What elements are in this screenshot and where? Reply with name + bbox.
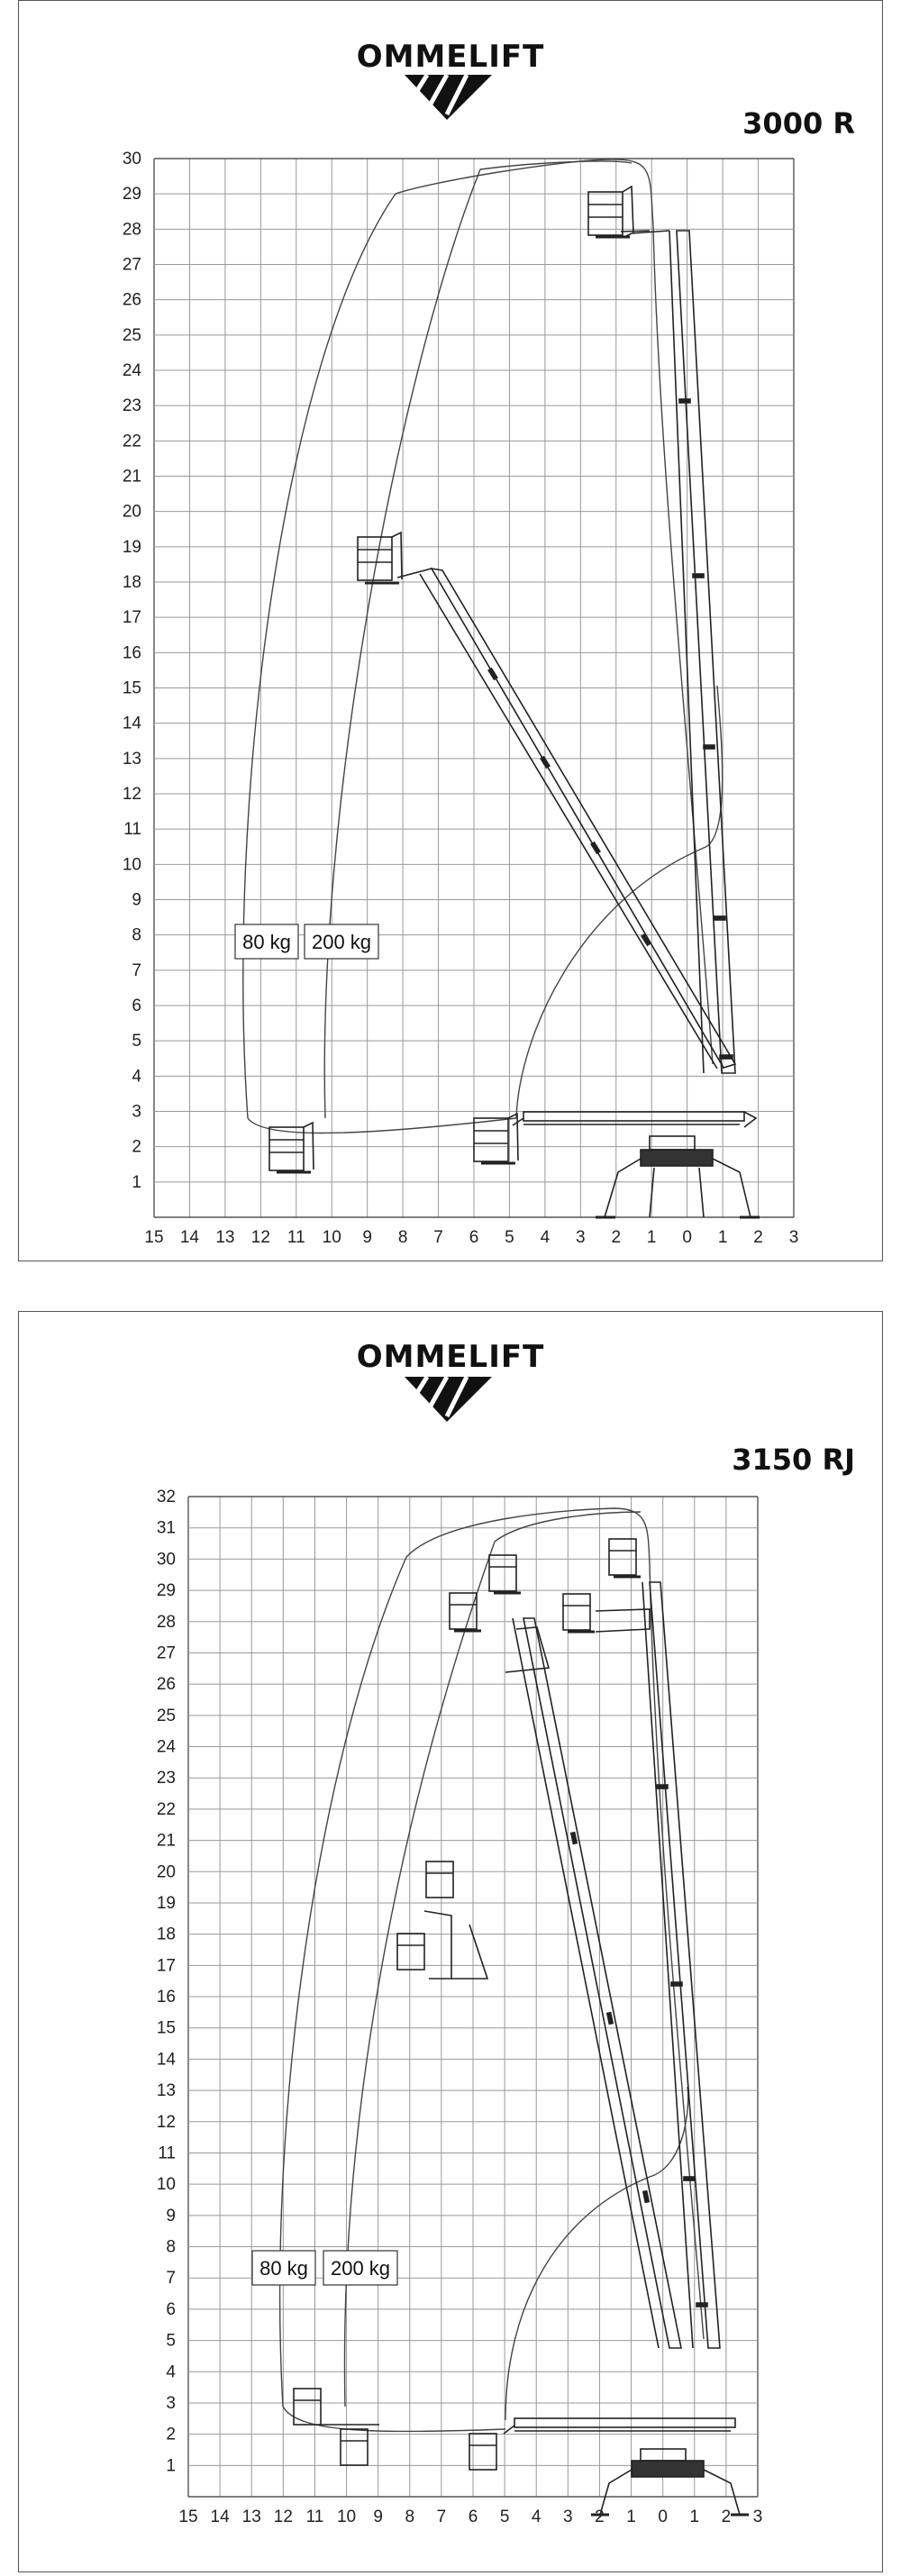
y-tick-label: 6 [132,997,141,1015]
y-tick-label: 25 [122,325,141,345]
boom-vertical [621,231,735,1073]
x-tick-label: 4 [531,2508,542,2526]
y-tick-label: 9 [166,2206,176,2226]
x-tick-label: 8 [397,1228,408,1247]
y-tick-label: 24 [122,361,141,380]
x-tick-label: 14 [179,1228,200,1247]
y-tick-label: 5 [166,2331,176,2351]
y-tick-label: 17 [122,608,141,628]
x-tick-label: 3 [563,2508,573,2526]
x-tick-label: 4 [540,1228,551,1247]
basket-far [294,2389,379,2425]
x-tick-label: 10 [336,2508,357,2526]
y-tick-label: 4 [132,1067,141,1087]
y-tick-label: 22 [122,432,141,451]
y-tick-label: 29 [156,1581,176,1601]
y-tick-label: 15 [156,2018,176,2038]
inner-envelope [505,2087,688,2420]
y-tick-label: 2 [166,2425,176,2444]
y-tick-label: 10 [156,2175,176,2195]
x-tick-label: 6 [469,1228,479,1247]
y-tick-label: 15 [122,678,141,698]
x-tick-label: 2 [595,2508,605,2526]
x-tick-label: 1 [626,2508,636,2526]
y-tick-label: 24 [156,1737,176,1757]
y-tick-label: 16 [156,1988,176,2007]
y-tick-label: 18 [122,573,141,592]
x-tick-label: 3 [576,1228,586,1247]
reach-envelope-200kg [324,161,632,1118]
x-tick-label: 3 [752,2508,763,2526]
basket-near [474,1114,518,1163]
x-axis-ticks [178,2508,762,2526]
y-tick-label: 13 [122,749,141,769]
x-tick-label: 15 [144,1228,164,1247]
y-tick-label: 20 [122,502,141,522]
y-tick-label: 3 [132,1102,141,1122]
y-tick-label: 19 [122,537,141,557]
x-tick-label: 0 [682,1228,692,1247]
chassis [591,2449,749,2515]
boom-horizontal [513,1112,756,1127]
x-tick-label: 0 [658,2508,668,2526]
y-tick-label: 27 [122,255,141,275]
grid [154,159,794,1217]
x-tick-label: 3 [788,1228,799,1247]
y-tick-label: 21 [122,467,141,487]
x-tick-label: 5 [499,2508,510,2526]
load-label-80kg-text: 80 kg [259,2257,308,2280]
y-tick-label: 5 [132,1032,141,1051]
x-tick-label: 2 [611,1228,622,1247]
x-tick-label: 10 [322,1228,341,1247]
y-tick-label: 1 [132,1172,141,1192]
y-tick-label: 20 [156,1862,176,1882]
boom-diagonal [397,569,735,1069]
diagram-panel-3000r [18,0,883,1261]
load-label-200kg-text: 200 kg [311,931,372,953]
y-tick-label: 23 [156,1769,176,1789]
inner-envelope [516,686,723,1118]
y-tick-label: 19 [156,1893,176,1913]
basket-mid [358,532,402,583]
x-tick-label: 11 [287,1228,305,1247]
x-tick-label: 14 [210,2508,230,2526]
y-axis-ticks [157,1488,177,2475]
y-tick-label: 9 [132,890,141,910]
y-tick-label: 25 [156,1706,176,1725]
x-axis-ticks [144,1228,798,1247]
basket-mid-a [426,1861,453,1898]
load-label-200kg [323,2251,397,2285]
y-tick-label: 8 [132,925,141,945]
x-tick-label: 13 [241,2508,261,2526]
x-tick-label: 2 [721,2508,732,2526]
y-tick-label: 3 [166,2393,176,2413]
x-tick-label: 15 [178,2508,198,2526]
y-tick-label: 7 [166,2269,176,2289]
working-envelope-chart [19,1312,884,2573]
basket-top-right [609,1539,641,1577]
load-label-200kg [305,924,378,959]
brand-name: OMMELIFT [356,1339,545,1375]
y-tick-label: 13 [156,2081,176,2101]
lower-envelope [283,2407,505,2431]
jib-positions [424,1609,650,1979]
x-tick-label: 1 [689,2508,700,2526]
x-tick-label: 7 [433,1228,443,1247]
y-tick-label: 4 [166,2362,176,2382]
y-tick-label: 6 [166,2299,176,2319]
diagram-panel-3150rj [18,1311,883,2572]
y-tick-label: 30 [122,150,141,168]
y-tick-label: 17 [156,1956,176,1976]
y-tick-label: 26 [156,1675,176,1695]
y-tick-label: 12 [122,785,141,804]
x-tick-label: 7 [436,2508,447,2526]
x-tick-label: 13 [215,1228,235,1247]
x-tick-label: 5 [505,1228,514,1247]
x-tick-label: 11 [305,2508,324,2526]
working-envelope-chart [19,1,884,1262]
y-tick-label: 22 [156,1799,176,1819]
y-tick-label: 14 [122,714,141,733]
y-tick-label: 16 [122,643,141,663]
y-tick-label: 18 [156,1925,176,1944]
y-tick-label: 26 [122,290,141,310]
y-tick-label: 28 [122,220,141,240]
x-tick-label: 12 [250,1228,270,1247]
y-tick-label: 21 [156,1831,176,1851]
y-tick-label: 7 [132,960,141,980]
y-axis-ticks [123,150,142,1192]
x-tick-label: 1 [646,1228,657,1247]
x-tick-label: 1 [717,1228,728,1247]
chassis [596,1136,760,1217]
y-tick-label: 23 [122,396,141,416]
model-title: 3150 RJ [732,1443,855,1477]
x-tick-label: 12 [273,2508,293,2526]
x-tick-label: 9 [362,1228,372,1247]
y-tick-label: 12 [156,2112,176,2132]
basket-mid-b [397,1934,424,1970]
y-tick-label: 32 [156,1488,176,1506]
y-tick-label: 28 [156,1612,176,1632]
y-tick-label: 30 [156,1550,176,1570]
y-tick-label: 1 [166,2456,176,2476]
y-tick-label: 29 [122,185,141,205]
boom-horizontal [504,2418,735,2434]
load-label-80kg [235,924,298,959]
grid [188,1497,758,2497]
basket-upper-left [450,1593,481,1631]
y-tick-label: 14 [156,2050,176,2070]
load-label-80kg-text: 80 kg [242,931,291,953]
brand-name: OMMELIFT [356,39,545,75]
y-tick-label: 2 [132,1137,141,1157]
y-tick-label: 11 [158,2144,176,2163]
reach-envelope-80kg [243,159,713,1118]
x-tick-label: 9 [373,2508,383,2526]
x-tick-label: 2 [753,1228,763,1247]
load-label-80kg [252,2251,315,2285]
y-tick-label: 31 [156,1518,176,1538]
x-tick-label: 6 [468,2508,478,2526]
load-label-200kg-text: 200 kg [330,2257,391,2280]
y-tick-label: 27 [156,1643,176,1663]
y-tick-label: 8 [166,2237,176,2257]
y-tick-label: 11 [123,820,141,840]
y-tick-label: 10 [122,855,141,875]
model-title: 3000 R [742,106,855,141]
x-tick-label: 8 [405,2508,415,2526]
